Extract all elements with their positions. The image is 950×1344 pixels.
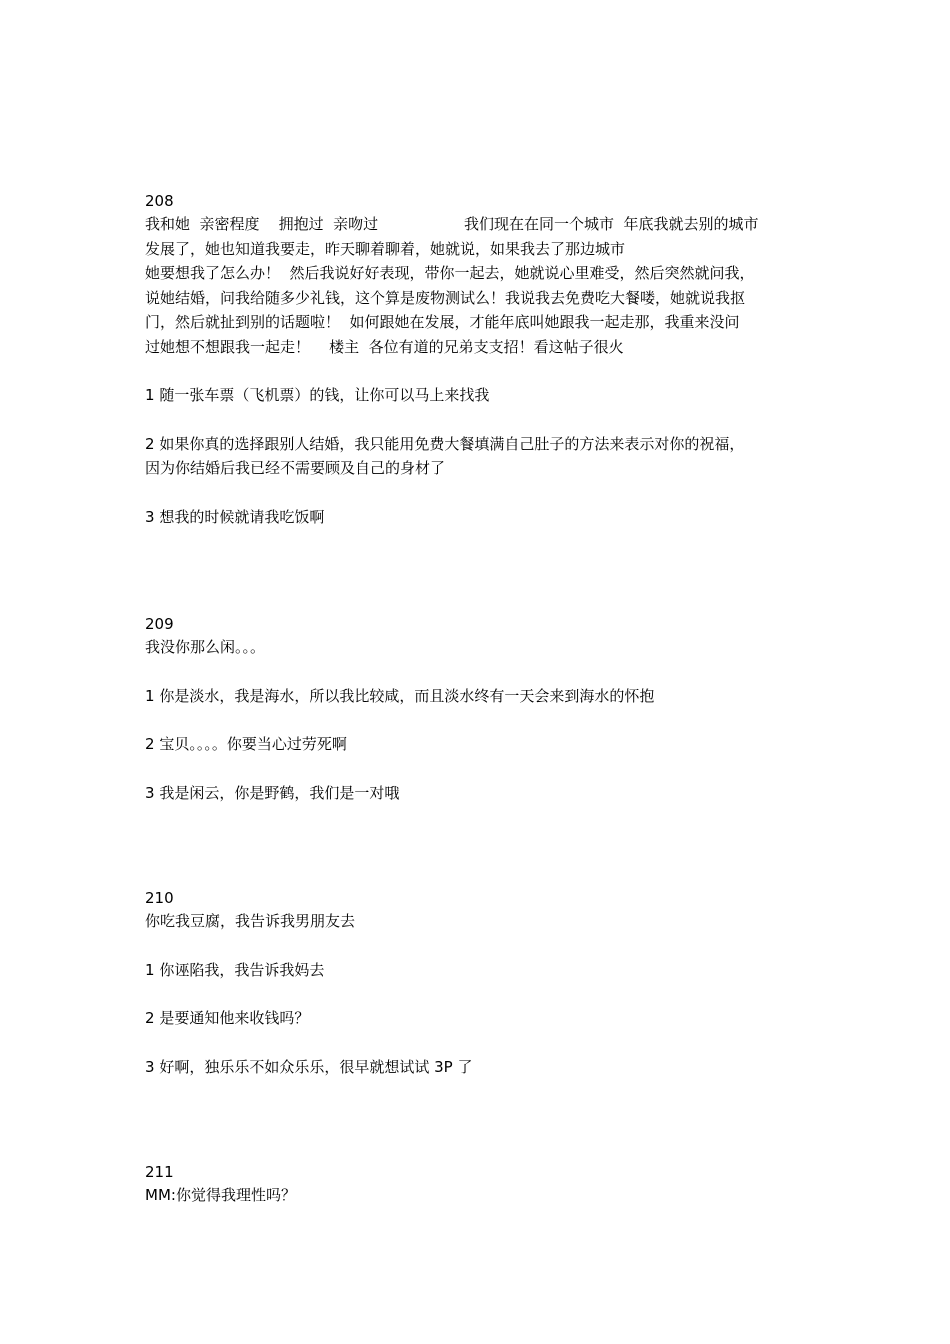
question-line: 发展了，她也知道我要走，昨天聊着聊着，她就说，如果我去了那边城市 xyxy=(145,239,626,258)
question-text xyxy=(145,212,815,359)
question-body: 你觉得我理性吗？ xyxy=(175,1186,296,1204)
answer-text-latin: 3P xyxy=(434,1057,453,1076)
entry-209 xyxy=(145,613,815,805)
answer-3 xyxy=(145,1055,815,1080)
answer-2 xyxy=(145,1006,815,1031)
answer-number: 1 xyxy=(145,960,155,979)
entry-number: 210 xyxy=(145,889,174,907)
answer-1 xyxy=(145,684,815,709)
entry-211 xyxy=(145,1161,815,1208)
entry-210 xyxy=(145,887,815,1079)
answer-2 xyxy=(145,732,815,757)
question-text: 你吃我豆腐，我告诉我男朋友去 xyxy=(145,912,356,930)
answer-text: 想我的时候就请我吃饭啊 xyxy=(159,507,325,526)
question-line: 我和她 亲密程度 拥抱过 亲吻过 我们现在在同一个城市 年底我就去别的城市 xyxy=(145,215,759,233)
answer-number: 1 xyxy=(145,686,155,705)
answer-text: 因为你结婚后我已经不需要顾及自己的身材了 xyxy=(145,459,446,477)
answer-1 xyxy=(145,958,815,983)
answer-text: 你是淡水，我是海水，所以我比较咸，而且淡水终有一天会来到海水的怀抱 xyxy=(159,686,655,705)
answer-number: 3 xyxy=(145,783,155,802)
entry-number: 208 xyxy=(145,192,174,210)
answer-text: 是要通知他来收钱吗？ xyxy=(159,1009,310,1027)
answer-text: 宝贝。。。。你要当心过劳死啊 xyxy=(159,735,347,753)
answer-text: 了 xyxy=(452,1057,473,1076)
question-text: 我没你那么闲。。。 xyxy=(145,638,266,656)
answer-number: 1 xyxy=(145,386,155,404)
question-line: 她要想我了怎么办！ 然后我说好好表现，带你一起去，她就说心里难受，然后突然就问我， xyxy=(145,264,755,282)
answer-number: 3 xyxy=(145,1057,155,1076)
question-prefix: MM: xyxy=(145,1186,176,1204)
question-line: 过她想不想跟我一起走！ 楼主 各位有道的兄弟支支招！看这帖子很火 xyxy=(145,337,624,356)
entry-number: 209 xyxy=(145,615,174,633)
answer-number: 2 xyxy=(145,735,155,753)
entry-number: 211 xyxy=(145,1163,174,1181)
answer-2 xyxy=(145,432,815,481)
answer-text: 好啊，独乐乐不如众乐乐，很早就想试试 xyxy=(159,1057,435,1076)
question-line: 门，然后就扯到别的话题啦！ 如何跟她在发展，才能年底叫她跟我一起走那，我重来没问 xyxy=(145,313,740,331)
question-text xyxy=(145,1183,815,1208)
answer-text: 我是闲云，你是野鹤，我们是一对哦 xyxy=(159,783,400,802)
answer-number: 3 xyxy=(145,507,155,526)
question-line: 说她结婚，问我给随多少礼钱，这个算是废物测试么！我说我去免费吃大餐喽，她就说我抠 xyxy=(145,288,746,307)
answer-number: 2 xyxy=(145,434,155,453)
answer-number: 2 xyxy=(145,1009,155,1027)
answer-3 xyxy=(145,781,815,806)
answer-text: 你诬陷我，我告诉我妈去 xyxy=(159,960,325,979)
answer-1 xyxy=(145,383,815,408)
answer-text: 随一张车票（飞机票）的钱，让你可以马上来找我 xyxy=(159,386,490,404)
answer-text: 如果你真的选择跟别人结婚，我只能用免费大餐填满自己肚子的方法来表示对你的祝福， xyxy=(159,434,745,453)
entry-208 xyxy=(145,190,815,529)
answer-3 xyxy=(145,505,815,530)
